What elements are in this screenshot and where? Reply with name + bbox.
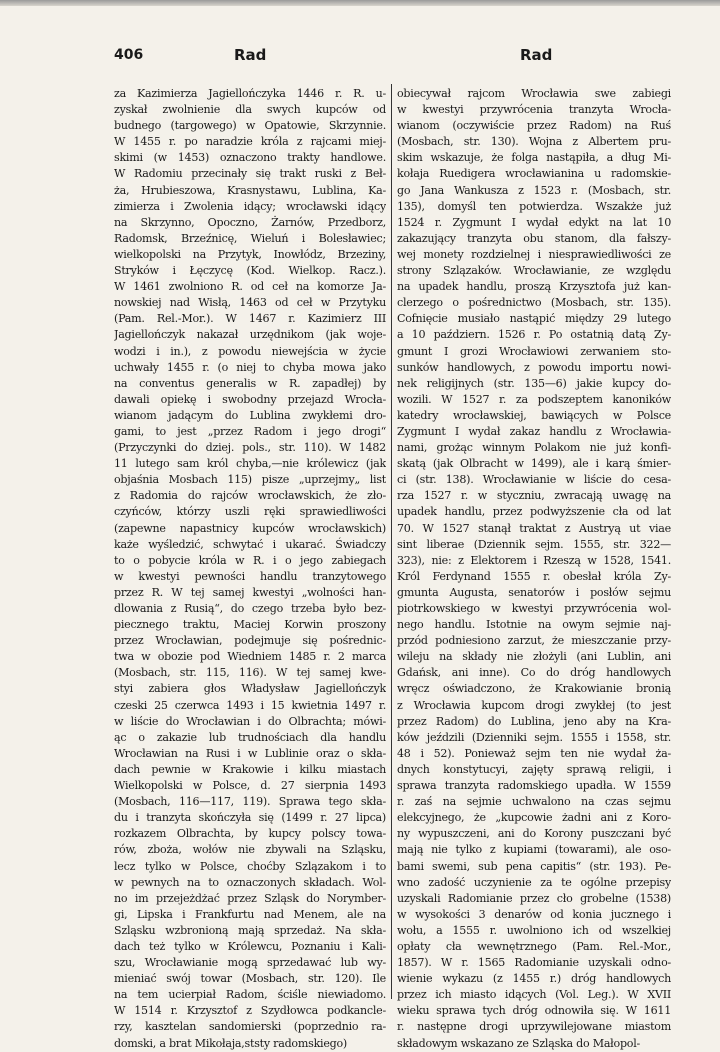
text-line: z Wrocławia kupcom drogi zwykłej (to jest	[397, 698, 671, 712]
text-line: Zygmunt I wydał zakaz handlu z Wrocławia-	[397, 424, 671, 438]
text-line: przez Wrocławian, podejmuje się pośrednic-	[114, 634, 386, 648]
text-line: nek religijnych (str. 135—6) jakie kupcy do-	[397, 376, 671, 390]
text-line: Gdańsk, ani inne). Co do dróg handlowych	[397, 666, 671, 680]
text-line: z Radomia do rajców wrocławskich, że zło-	[114, 489, 386, 503]
text-line: 70. W 1527 stanął traktat z Austryą ut viae	[397, 521, 671, 535]
text-line: gmunta Augusta, senatorów i posłów sejmu	[397, 585, 671, 599]
text-line: Radomsk, Brzeźnicę, Wieluń i Bolesławiec;	[114, 231, 386, 245]
text-line: Wrocławian na Rusi i w Lublinie oraz o skła-	[114, 746, 386, 760]
text-line: wręcz oświadczono, że Krakowianie bronią	[397, 682, 671, 696]
text-line: Szląsku wzbronioną mają sprzedaż. Na skła-	[114, 923, 386, 937]
text-line: styi zabiera głos Władysław Jagiellończyk	[114, 682, 386, 696]
text-line: W 1461 zwolniono R. od ceł na komorze Ja-	[114, 280, 386, 294]
text-line: Cofnięcie musiało nastąpić między 29 lutego	[397, 312, 671, 326]
text-line: skatą (jak Olbracht w 1499), ale i karą śmier-	[397, 457, 671, 471]
text-line: dach też tylko w Królewcu, Poznaniu i Kali-	[114, 939, 386, 953]
text-line: ków jeździli (Dzienniki sejm. 1555 i 1558, str.	[397, 730, 671, 744]
text-line: wielkopolski na Przytyk, Inowłódz, Brzeziny,	[114, 247, 386, 261]
text-line: (Mosbach, 116—117, 119). Sprawa tego skła-	[114, 795, 386, 809]
text-line: dach pewnie w Krakowie i kilku miastach	[114, 762, 386, 776]
text-line: domski, a brat Mikołaja,ststy radomskiego)	[114, 1036, 348, 1050]
text-line: dnych konstytucyi, zajęty sprawą religii, i	[397, 762, 671, 776]
text-line: ża, Hrubieszowa, Krasnystawu, Lublina, Ka-	[114, 183, 386, 197]
text-line: 11 lutego sam król chyba,—nie królewicz (jak	[114, 457, 386, 471]
text-line: wianom jadącym do Lublina zwykłemi dro-	[114, 408, 386, 422]
text-line: go Jana Wankusza z 1523 r. (Mosbach, str.	[397, 183, 671, 197]
text-line: sprawa tranzyta radomskiego upadła. W 1559	[397, 779, 671, 793]
text-line: W 1455 r. po naradzie króla z rajcami miej-	[114, 135, 386, 149]
text-line: gmunt I grozi Wrocławiowi zerwaniem sto-	[397, 344, 671, 358]
scan-top-edge	[0, 0, 720, 6]
text-line: W 1514 r. Krzysztof z Szydłowca podkancle-	[114, 1004, 386, 1018]
text-line: wieku sprawa tych dróg odnowiła się. W 1611	[397, 1004, 671, 1018]
text-line: (Mosbach, str. 130). Wojna z Albertem pru-	[397, 135, 671, 149]
text-line: 1524 r. Zygmunt I wydał edykt na lat 10	[397, 215, 671, 229]
text-line: rzy, kasztelan sandomierski (poprzednio ra-	[114, 1020, 386, 1034]
text-column-right	[397, 86, 671, 1052]
text-line: Wielkopolski w Polsce, d. 27 sierpnia 1493	[114, 779, 386, 793]
text-line: kołaja Ruedigera wrocławianina u radomskie-	[397, 167, 671, 181]
text-line: dawali opiekę i swobodny przejazd Wrocła-	[114, 392, 386, 406]
text-line: w pewnych na to oznaczonych składach. Wol-	[114, 875, 386, 889]
text-line: szu, Wrocławianie mogą sprzedawać lub wy-	[114, 956, 386, 970]
text-line: sunków handlowych, z powodu importu nowi-	[397, 360, 671, 374]
text-line: wianom (oczywiście przez Radom) na Ruś	[397, 119, 671, 133]
text-line: skimi (w 1453) oznaczono trakty handlowe.	[114, 151, 386, 165]
text-line: strony Szlązaków. Wrocławianie, ze względu	[397, 264, 671, 278]
text-line: skim wskazuje, że folga nastąpiła, a dług Mi-	[397, 151, 671, 165]
text-line: nego handlu. Istotnie na owym sejmie naj-	[397, 618, 671, 632]
text-line: Stryków i Łęczycę (Kod. Wielkop. Racz.).	[114, 264, 386, 278]
text-line: wozili. W 1527 r. za podszeptem kanoników	[397, 392, 671, 406]
text-line: bami swemi, sub pena capitis“ (str. 193). Pe-	[397, 859, 671, 873]
text-line: to o pobycie króla w R. i o jego zabiegach	[114, 553, 386, 567]
text-line: nami, grożąc winnym Polakom nie już konfi-	[397, 441, 671, 455]
text-line: no im przejeżdżać przez Szląsk do Norymber-	[114, 891, 386, 905]
running-header-right: Rad	[520, 46, 553, 64]
text-line: na tem ucierpiał Radom, ściśle niewiadomo.	[114, 988, 386, 1002]
text-line: a 10 październ. 1526 r. Po ostatnią datą Zy-	[397, 328, 671, 342]
text-line: wienie wykazu (z 1455 r.) dróg handlowych	[397, 972, 671, 986]
text-line: katedry wrocławskiej, bawiących w Polsce	[397, 408, 671, 422]
text-line: czeski 25 czerwca 1493 i 15 kwietnia 1497 r.	[114, 698, 386, 712]
text-line: zyskał zwolnienie dla swych kupców od	[114, 103, 386, 117]
text-line: objaśnia Mosbach 115) pisze „uprzejmy„ list	[114, 473, 386, 487]
text-line: Król Ferdynand 1555 r. obesłał króla Zy-	[397, 569, 671, 583]
text-line: składowym wskazano ze Szląska do Małopol-	[397, 1036, 641, 1050]
text-line: piecznego traktu, Maciej Korwin proszony	[114, 618, 386, 632]
text-line: r. zaś na sejmie uchwalono na czas sejmu	[397, 795, 671, 809]
text-line: (Pam. Rel.-Mor.). W 1467 r. Kazimierz III	[114, 312, 386, 326]
text-line: 48 i 52). Ponieważ sejm ten nie wydał ża-	[397, 746, 671, 760]
text-line: nowskiej nad Wisłą, 1463 od ceł w Przytyku	[114, 296, 386, 310]
text-line: (zapewne napastnicy kupców wrocławskich)	[114, 521, 386, 535]
text-line: na upadek handlu, proszą Krzysztofa już kan-	[397, 280, 671, 294]
text-line: ny wypuszczeni, ani do Korony puszczani być	[397, 827, 671, 841]
text-line: uzyskali Radomianie przez cło grobelne (1538)	[397, 891, 671, 905]
text-line: du i tranzyta skończyła się (1499 r. 27 lipca)	[114, 811, 386, 825]
text-line: na Skrzynno, Opoczno, Żarnów, Przedborz,	[114, 215, 386, 229]
text-line: mają nie tylko z kupiami (towarami), ale oso-	[397, 843, 671, 857]
text-line: w kwestyi pewności handlu tranzytowego	[114, 569, 386, 583]
text-line: r. następne drogi uprzywilejowane miastom	[397, 1020, 671, 1034]
text-line: Jagiellończyk nakazał urzędnikom (jak woje-	[114, 328, 386, 342]
text-line: 135), domyśl ten potwierdza. Wszakże już	[397, 199, 671, 213]
text-line: czyńców, którzy uszli ręki sprawiedliwości	[114, 505, 386, 519]
text-line: budnego (targowego) w Opatowie, Skrzynnie.	[114, 119, 386, 133]
text-line: gami, to jest „przez Radom i jego drogi“	[114, 424, 386, 438]
text-line: wno zadość uczynienie za te ogólne przepisy	[397, 875, 671, 889]
running-header-left: Rad	[234, 46, 267, 64]
text-line: W Radomiu przecinały się trakt ruski z Beł-	[114, 167, 386, 181]
text-line: rozkazem Olbrachta, by kupcy polscy towa-	[114, 827, 386, 841]
text-line: sint liberae (Dziennik sejm. 1555, str. 322—	[397, 537, 671, 551]
text-line: uchwały 1455 r. (o niej to chyba mowa jako	[114, 360, 386, 374]
text-line: clerzego o pośrednictwo (Mosbach, str. 135).	[397, 296, 671, 310]
text-line: zimierza i Zwolenia idący; wrocławski idący	[114, 199, 386, 213]
text-line: opłaty cła wewnętrznego (Pam. Rel.-Mor.,	[397, 939, 671, 953]
text-line: dlowania z Rusią“, do czego trzeba było bez-	[114, 602, 386, 615]
text-line: twa w obozie pod Wiedniem 1485 r. 2 marca	[114, 650, 386, 664]
text-line: (Przyczynki do dziej. pols., str. 110). W 1482	[114, 441, 386, 455]
text-line: elekcyjnego, że „kupcowie żadni ani z Koro-	[397, 811, 671, 825]
text-line: w kwestyi przywrócenia tranzyta Wrocła-	[397, 103, 671, 117]
text-line: każe wyśledzić, schwytać i ukarać. Świadczy	[114, 537, 386, 551]
text-line: ąc o zakazie lub trudnościach dla handlu	[114, 730, 386, 744]
text-line: wodzi i in.), z powodu niewejścia w życie	[114, 344, 386, 358]
text-line: przez ich miasto idących (Vol. Leg.). W XVII	[397, 988, 671, 1002]
text-line: (Mosbach, str. 115, 116). W tej samej kwe-	[114, 666, 386, 680]
text-line: przez Radom) do Lublina, jeno aby na Kra-	[397, 714, 671, 728]
text-line: rów, zboża, wołów nie zbywali na Szląsku,	[114, 843, 386, 857]
text-line: wej monety rozdzielnej i niesprawiedliwości ze	[397, 247, 671, 261]
text-line: obiecywał rajcom Wrocławia swe zabiegi	[397, 87, 671, 100]
text-line: ci (str. 138). Wrocławianie w liście do cesa-	[397, 473, 671, 487]
text-line: gi, Lipska i Frankfurtu nad Menem, ale na	[114, 907, 386, 921]
page-number: 406	[114, 47, 144, 63]
text-line: przez R. W tej samej kwestyi „wolności han-	[114, 585, 386, 599]
text-line: za Kazimierza Jagiellończyka 1446 r. R. u-	[114, 87, 386, 100]
text-line: mieniać swój towar (Mosbach, str. 120). Ile	[114, 972, 386, 986]
column-divider	[391, 84, 392, 999]
text-line: zakazujący tranzyta obu stanom, dla fałszy-	[397, 231, 671, 245]
text-line: w wysokości 3 denarów od konia jucznego i	[397, 907, 671, 921]
text-line: piotrkowskiego w kwestyi przywrócenia wol-	[397, 602, 671, 615]
text-line: wołu, a 1555 r. uwolniono ich od wszelkiej	[397, 923, 671, 937]
text-line: upadek handlu, przez podwyższenie cła od lat	[397, 505, 671, 519]
text-line: przód podniesiono zarzut, że mieszczanie przy-	[397, 634, 671, 648]
text-line: w liście do Wrocławian i do Olbrachta; mówi-	[114, 714, 386, 728]
text-line: 323), nie: z Elektorem i Rzeszą w 1528, 1541.	[397, 553, 671, 567]
text-line: 1857). W r. 1565 Radomianie uzyskali odno-	[397, 956, 671, 970]
text-line: na conventus generalis w R. zapadłej) by	[114, 376, 386, 390]
text-column-left	[114, 86, 386, 1052]
text-line: lecz tylko w Polsce, choćby Szlązakom i to	[114, 859, 386, 873]
text-line: rza 1527 r. w styczniu, zwracają uwagę na	[397, 489, 671, 503]
text-line: wileju na składy nie złożyli (ani Lublin, ani	[397, 650, 671, 664]
